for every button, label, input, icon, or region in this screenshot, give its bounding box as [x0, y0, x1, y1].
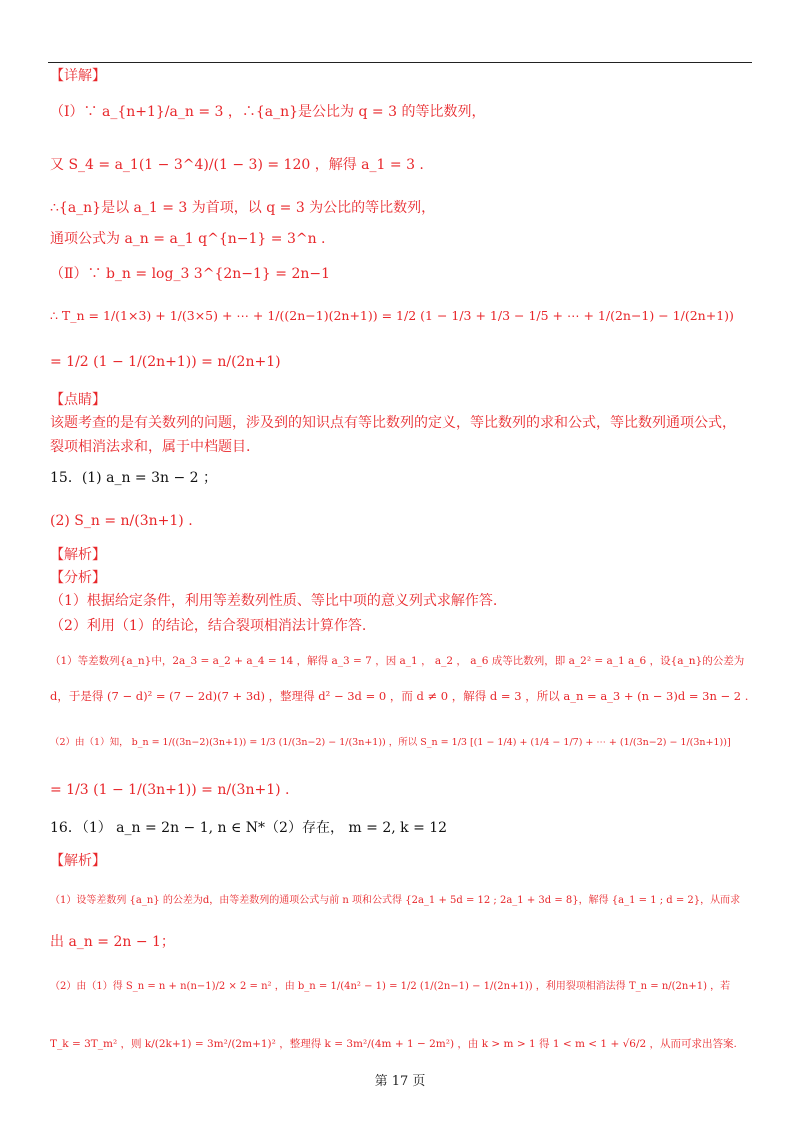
solution-line: = 1/2 (1 − 1/(2n+1)) = n/(2n+1): [50, 354, 281, 370]
solution-line: （Ⅱ）∵ b_n = log_3 3^{2n−1} = 2n−1: [50, 266, 331, 282]
solution-line: （Ⅰ）∵ a_{n+1}/a_n = 3 ，∴{a_n}是公比为 q = 3 的等比数列，: [50, 104, 486, 120]
solution-line: 出 a_n = 2n − 1；: [50, 934, 175, 950]
solution-line: 通项公式为 a_n = a_1 q^{n−1} = 3^n .: [50, 231, 326, 247]
solution-line: 又 S_4 = a_1(1 − 3^4)/(1 − 3) = 120 ，解得 a_1 = 3 .: [50, 157, 424, 173]
problem-16-answer: 16．（1） a_n = 2n − 1, n ∈ N*（2）存在， m = 2, k = 12: [50, 820, 448, 836]
section-heading-analysis: 【解析】: [50, 853, 106, 869]
solution-line: （1）等差数列{a_n}中，2a_3 = a_2 + a_4 = 14 ，解得 a_3 = 7 ，因 a_1 ， a_2 ， a_6 成等比数列，即 a_2² = a_1 a_6 ，设{a_n}的公差为: [50, 655, 745, 667]
section-heading-analysis: 【解析】: [50, 547, 106, 563]
section-heading-analysis-sub: 【分析】: [50, 570, 106, 586]
solution-line: （2）由（1）知， b_n = 1/((3n−2)(3n+1)) = 1/3 (1/(3n−2) − 1/(3n+1)) ，所以 S_n = 1/3 [(1 − 1/4) + (1/4 − 1/7) + ⋯ + (1/(3n−2) − 1/(3n+1))]: [50, 737, 731, 748]
section-heading-detail: 【详解】: [50, 68, 106, 84]
problem-15-answer: (2) S_n = n/(3n+1) .: [50, 513, 193, 529]
section-heading-note: 【点睛】: [50, 392, 106, 408]
solution-line: （2）由（1）得 S_n = n + n(n−1)/2 × 2 = n² ，由 b_n = 1/(4n² − 1) = 1/2 (1/(2n−1) − 1/(2n+1)) ，利用裂项相消法得 T_n = n/(2n+1) ，若: [50, 981, 731, 992]
analysis-text: （2）利用（1）的结论，结合裂项相消法计算作答.: [50, 618, 367, 634]
solution-line: T_k = 3T_m² ，则 k/(2k+1) = 3m²/(2m+1)² ，整理得 k = 3m²/(4m + 1 − 2m²) ，由 k > m > 1 得 1 < m < 1 + √6/2 ，从而可求出答案.: [50, 1038, 737, 1050]
solution-line: ∴{a_n}是以 a_1 = 3 为首项，以 q = 3 为公比的等比数列，: [50, 200, 436, 216]
note-text: 裂项相消法求和，属于中档题目.: [50, 439, 251, 455]
problem-15-answer: 15．(1) a_n = 3n − 2 ；: [50, 470, 218, 486]
solution-line: （1）设等差数列 {a_n} 的公差为d，由等差数列的通项公式与前 n 项和公式得 {2a_1 + 5d = 12 ; 2a_1 + 3d = 8}，解得 {a_1 = 1 ; d = 2}，从而求: [50, 895, 741, 906]
note-text: 该题考查的是有关数列的问题，涉及到的知识点有等比数列的定义，等比数列的求和公式，等比数列通项公式，: [50, 415, 736, 431]
solution-line: d，于是得 (7 − d)² = (7 − 2d)(7 + 3d) ，整理得 d² − 3d = 0 ，而 d ≠ 0 ，解得 d = 3 ，所以 a_n = a_3 + (n − 3)d = 3n − 2 .: [50, 689, 749, 703]
page-number: 第 17 页: [374, 1074, 426, 1089]
solution-line: = 1/3 (1 − 1/(3n+1)) = n/(3n+1) .: [50, 782, 290, 798]
analysis-text: （1）根据给定条件，利用等差数列性质、等比中项的意义列式求解作答.: [50, 593, 498, 609]
header-rule: [48, 62, 752, 63]
solution-line: ∴ T_n = 1/(1×3) + 1/(3×5) + ⋯ + 1/((2n−1)(2n+1)) = 1/2 (1 − 1/3 + 1/3 − 1/5 + ⋯ + 1/(2n−1) − 1/(2n+1)): [50, 308, 734, 323]
